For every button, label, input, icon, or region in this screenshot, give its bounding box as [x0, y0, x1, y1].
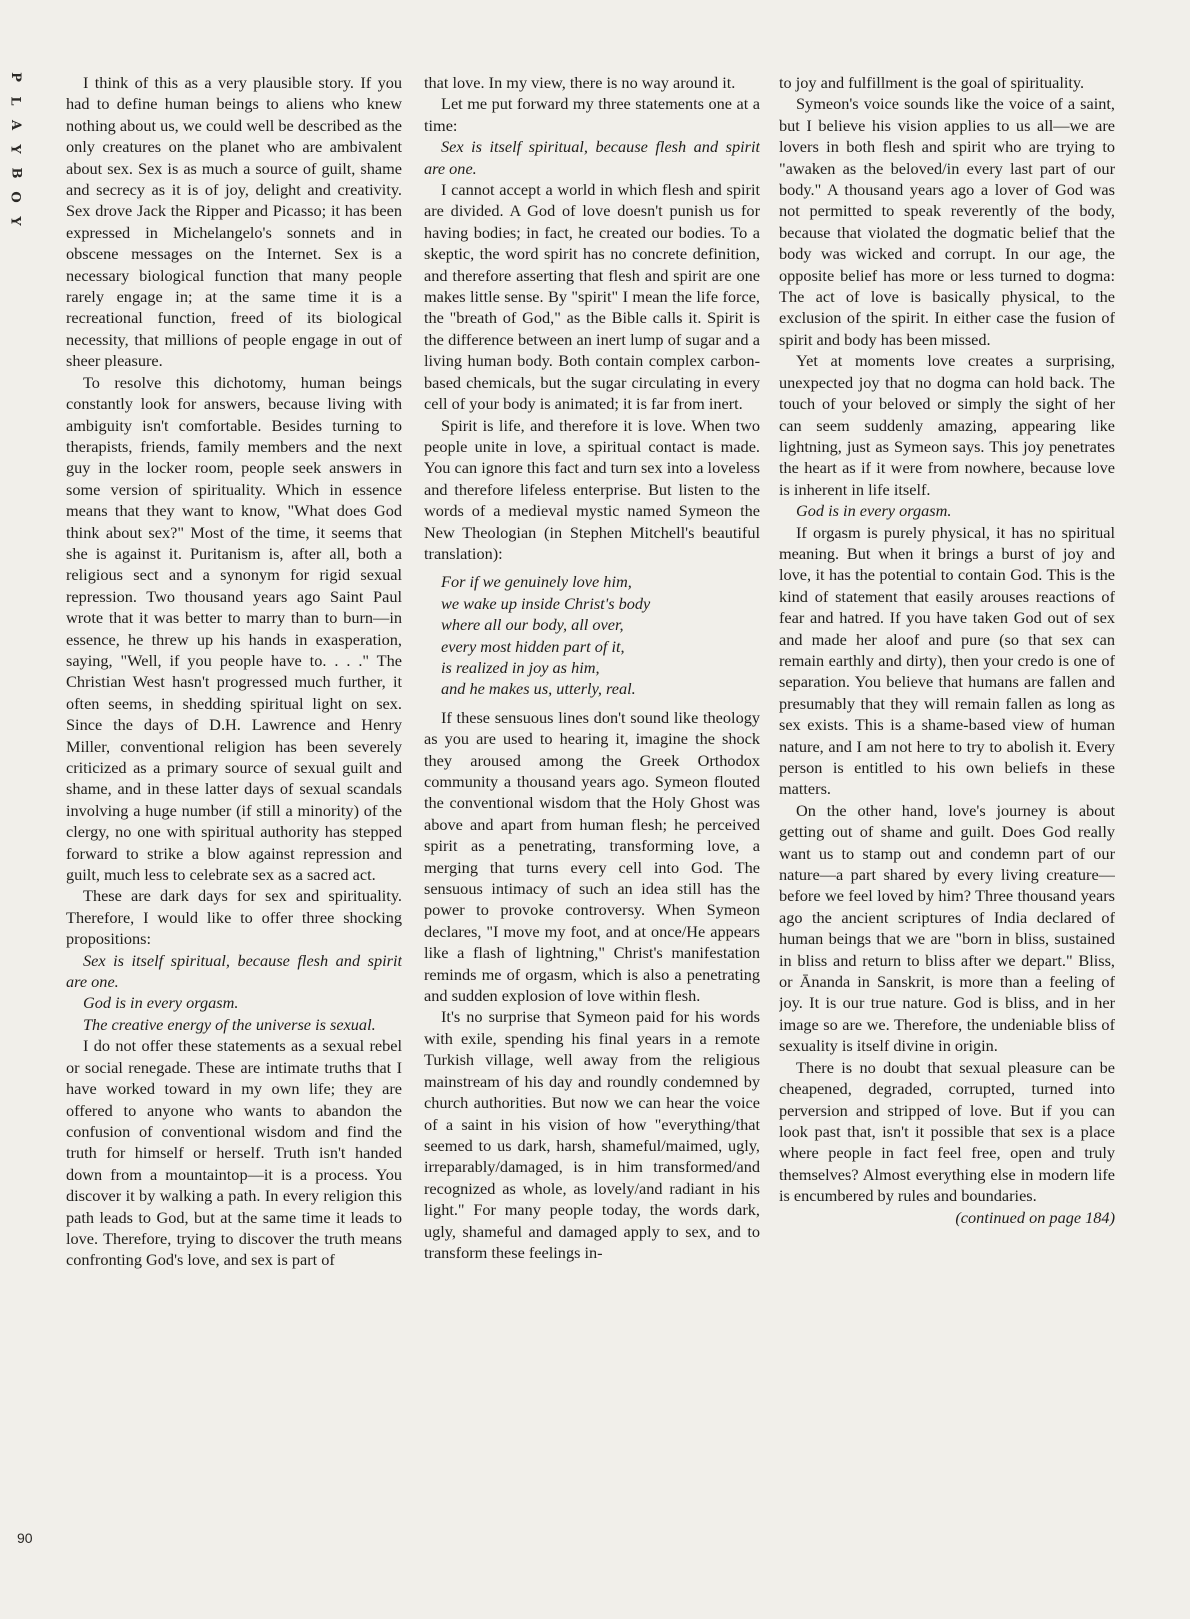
- poem-line: where all our body, all over,: [441, 615, 624, 635]
- paragraph: I do not offer these statements as a sexual rebel or social renegade. These are intimate truths that I have worked toward in my own life; they are offered to anyone who wants to abandon the confusion of conventional wisdom and find the truth for himself or herself. Truth isn't handed down from a mountaintop—it is a process. You discover it by walking a path. In every religion this path leads to God, but at the same time it leads to love. Therefore, trying to discover the truth means confronting God's love, and sex is part of: [66, 1036, 402, 1270]
- paragraph: Let me put forward my three statements one at a time:: [424, 94, 760, 135]
- text-column-3: [779, 72, 1115, 1552]
- magazine-masthead: [4, 68, 26, 230]
- text-column-1: [66, 72, 402, 1552]
- text-column-2: [424, 72, 760, 1552]
- masthead-letter: A: [8, 119, 23, 131]
- paragraph: I cannot accept a world in which flesh and spirit are divided. A God of love doesn't punish us for having bodies; in fact, he created our bodies. To a skeptic, the word spirit has no concrete definition, and therefore asserting that flesh and spirit are one makes little sense. By "spirit" I mean the life force, the "breath of God," as the Bible calls it. Spirit is the difference between an inert lump of sugar and a living human body. Both contain complex carbon-based chemicals, but the sugar circulating in every cell of your body is animated; it is far from inert.: [424, 180, 760, 414]
- paragraph: These are dark days for sex and spirituality. Therefore, I would like to offer three shocking propositions:: [66, 886, 402, 949]
- paragraph: There is no doubt that sexual pleasure can be cheapened, degraded, corrupted, turned into perversion and stripped of love. But if you can look past that, isn't it possible that sex is a place where people in fact feel free, open and truly themselves? Almost everything else in modern life is encumbered by rules and boundaries.: [779, 1057, 1115, 1206]
- paragraph: Spirit is life, and therefore it is love. When two people unite in love, a spiritual contact is made. You can ignore this fact and turn sex into a loveless and therefore lifeless enterprise. But listen to the words of a medieval mystic named Symeon the New Theologian (in Stephen Mitchell's beautiful translation):: [424, 415, 760, 563]
- continued-note: (continued on page 184): [955, 1207, 1115, 1227]
- masthead-letter: O: [7, 191, 23, 203]
- paragraph: to joy and fulfillment is the goal of spirituality.: [779, 73, 1085, 92]
- page-number: 90: [17, 1530, 33, 1546]
- poem-line: every most hidden part of it,: [441, 636, 625, 656]
- paragraph: Yet at moments love creates a surprising, unexpected joy that no dogma can hold back. The touch of your beloved or simply the sight of her can seem suddenly amazing, appearing like lightning, just as Symeon says. This joy penetrates the heart as if it were from nowhere, because love is inherent in life itself.: [779, 351, 1115, 499]
- proposition: Sex is itself spiritual, because flesh and spirit are one.: [66, 950, 402, 992]
- proposition: God is in every orgasm.: [83, 993, 239, 1013]
- paragraph: It's no surprise that Symeon paid for his words with exile, spending his final years in a remote Turkish village, well away from the religious mainstream of his day and roundly condemned by church authorities. But now we can hear the voice of a saint in his vision of how "everything/that seemed to us dark, harsh, shameful/maimed, ugly, irreparably/damaged, is in him transformed/and recognized as whole, as lovely/and radiant in his light." For many people today, the words dark, ugly, shameful and damaged apply to sex, and to transform these feelings in-: [424, 1007, 760, 1262]
- paragraph: If these sensuous lines don't sound like theology as you are used to hearing it, imagine the shock they aroused among the Greek Orthodox community a thousand years ago. Symeon flouted the conventional wisdom that the Holy Ghost was above and apart from human flesh; he perceived spirit as a penetrating, transforming love, a merging that turns every cell into God. The sensuous intimacy of such an idea still has the power to provoke controversy. When Symeon declares, "I move my foot, and at once/He appears like a flash of lightning," Christ's manifestation reminds me of orgasm, which is also a penetrating and sudden explosion of love within flesh.: [424, 707, 760, 1006]
- masthead-letter: P: [8, 72, 23, 82]
- poem-line: is realized in joy as him,: [441, 657, 600, 677]
- paragraph: To resolve this dichotomy, human beings constantly look for answers, because living with ambiguity isn't comfortable. Besides turning to therapists, friends, family members and the next guy in the locker room, people seek answers in some version of spirituality. Which in essence means that they want to know, "What does God think about sex?" Most of the time, it seems that she is against it. Puritanism is, after all, both a religious sect and a synonym for rigid sexual repression. Two thousand years ago Saint Paul wrote that it was better to marry than to burn—in essence, he threw up his hands in exasperation, saying, "Well, if you people have to. . . ." The Christian West hasn't progressed much further, it often seems, in shedding spiritual light on sex. Since the days of D.H. Lawrence and Henry Miller, conventional religion has been severely criticized as a primary source of sexual guilt and shame, and in these latter days of sexual scandals involving a huge number (if still a minority) of the clergy, no one with spiritual authority has stepped forward to strike a blow against repression and guilt, much less to celebrate sex as a sacred act.: [66, 372, 402, 885]
- poem-line: we wake up inside Christ's body: [441, 593, 651, 613]
- poem-line: and he makes us, utterly, real.: [441, 679, 636, 699]
- paragraph: that love. In my view, there is no way around it.: [424, 73, 736, 92]
- paragraph: If orgasm is purely physical, it has no spiritual meaning. But when it brings a burst of joy and love, it has the potential to contain God. This is the kind of statement that easily arouses reactions of fear and hatred. If you have taken God out of sex and made her aloof and pure (so that sex can remain earthly and dirty), then your credo is one of separation. You believe that humans are fallen and presumably that they will remain fallen as long as sex exists. This is a shame-based view of human nature, and I am not here to try to abolish it. Every person is entitled to his own beliefs in these matters.: [779, 522, 1115, 799]
- poem-line: For if we genuinely love him,: [441, 572, 632, 592]
- paragraph: Symeon's voice sounds like the voice of a saint, but I believe his vision applies to us all—we are lovers in both flesh and spirit who are trying to "awaken as the beloved/in every last part of our body." A thousand years ago a lover of God was not permitted to speak reverently of the body, because that violated the dogmatic belief that the body was wicked and corrupt. In our age, the opposite belief has more or less turned to dogma: The act of love is basically physical, to the exclusion of the spirit. In either case the fusion of spirit and body has been missed.: [779, 94, 1115, 349]
- poem-quote: [441, 571, 760, 699]
- paragraph: I think of this as a very plausible story. If you had to define human beings to aliens who knew nothing about us, we could well be described as the only creatures on the planet who are ambivalent about sex. Sex is as much a source of guilt, shame and secrecy as it is of joy, delight and creativity. Sex drove Jack the Ripper and Picasso; it has been expressed in Michelangelo's sonnets and in obscene messages on the Internet. Sex is a necessary biological function that many people rarely engage in; at the same time it is a recreational function, freed of its biological necessity, that millions of people engage in out of sheer pleasure.: [66, 73, 402, 371]
- masthead-letter: Y: [8, 144, 23, 154]
- masthead-letter: Y: [8, 216, 23, 226]
- masthead-letter: B: [8, 167, 23, 179]
- proposition: God is in every orgasm.: [796, 501, 952, 521]
- proposition: Sex is itself spiritual, because flesh and spirit are one.: [424, 137, 760, 178]
- masthead-letter: L: [7, 96, 23, 106]
- proposition: The creative energy of the universe is sexual.: [83, 1014, 376, 1034]
- paragraph: On the other hand, love's journey is about getting out of shame and guilt. Does God really want us to stamp out and condemn part of our nature—a part shared by every living creature—before we feel loved by him? Three thousand years ago the ancient scriptures of India declared of human beings that we are "born in bliss, sustained in bliss and return to bliss after we depart." Bliss, or Ānanda in Sanskrit, is more than a feeling of joy. It is our true nature. God is bliss, and in her image so are we. Therefore, the undeniable bliss of sexuality is itself divine in origin.: [779, 800, 1115, 1056]
